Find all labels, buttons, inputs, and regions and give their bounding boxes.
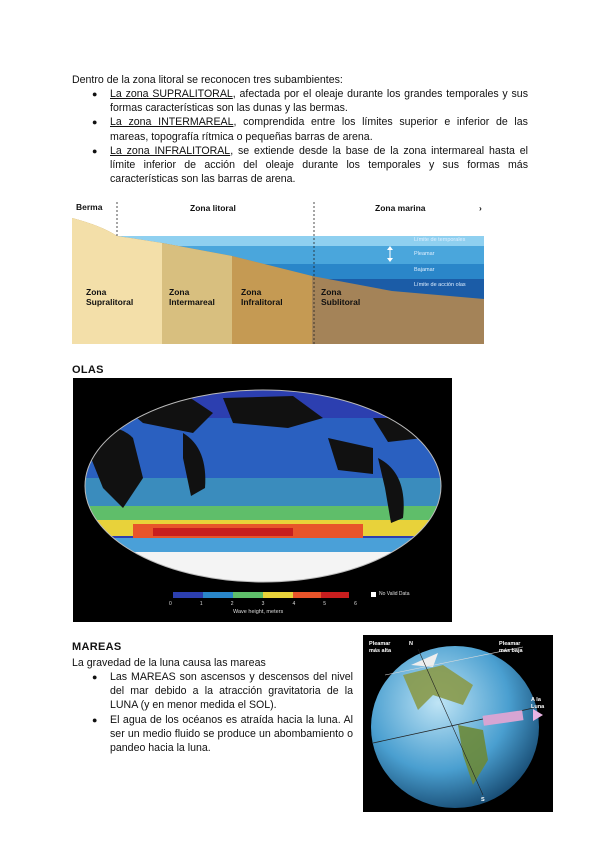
olas-heading: OLAS: [72, 364, 104, 376]
list-item: [90, 144, 528, 187]
intro-text: Dentro de la zona litoral se reconocen tres subambientes:: [72, 74, 343, 86]
legend-tick: 5: [323, 601, 327, 607]
zone-label-intermareal: Zona Intermareal: [169, 287, 215, 307]
south-label: S: [481, 797, 485, 803]
tides-globe: [363, 635, 553, 812]
legend-tick: 4: [292, 601, 296, 607]
mareas-heading: MAREAS: [72, 641, 122, 653]
pleamar-baja-label: Pleamar más baja: [499, 641, 523, 654]
bajamar-label: Bajamar: [414, 267, 435, 273]
limite-temporales-label: Límite de temporales: [414, 237, 466, 243]
zone-desc: , afectada por el oleaje durante los grandes temporales y sus formas características son las dunas y las bermas.: [110, 88, 528, 115]
legend-tick: 3: [261, 601, 265, 607]
limite-accion-label: Límite de acción olas: [414, 282, 466, 288]
no-data-label: No Valid Data: [379, 591, 410, 597]
list-item: ● Las MAREAS son ascensos y descensos del nivel del mar debido a la atracción gravitatoria de la LUNA (y en menor medida el SOL).: [90, 670, 353, 713]
zone-label-sublitoral: Zona Sublitoral: [321, 287, 361, 307]
berma-label: Berma: [76, 202, 103, 212]
mareas-intro: La gravedad de la luna causa las mareas: [72, 657, 266, 669]
zone-name: La zona SUPRALITORAL: [110, 88, 233, 100]
zone-label-infralitoral: Zona Infralitoral: [241, 287, 283, 307]
legend-ticks: [169, 601, 357, 607]
legend-tick: 6: [354, 601, 357, 607]
coastal-zones-diagram: [72, 196, 484, 344]
zone-desc: , comprendida entre los límites superior e inferior de las mareas, topografía rítmica o pequeñas barras de arena.: [110, 116, 528, 143]
map-illustration: [73, 378, 452, 622]
list-item: [90, 87, 528, 115]
legend-tick: 2: [230, 601, 234, 607]
legend-tick: 1: [199, 601, 203, 607]
zone-name: La zona INFRALITORAL: [110, 144, 231, 157]
zona-litoral-label: Zona litoral: [190, 203, 236, 213]
arrow-right-icon: ›: [479, 203, 482, 213]
pleamar-alta-label: Pleamar más alta: [369, 641, 392, 654]
pleamar-label: Pleamar: [414, 251, 435, 257]
a-la-luna-label: A la Luna: [531, 697, 545, 710]
wave-height-map: [73, 378, 452, 622]
zone-label-supralitoral: Zona Supralitoral: [86, 287, 134, 307]
legend-label: Wave height, meters: [233, 609, 284, 615]
mareas-list: [90, 670, 353, 755]
list-item: ● El agua de los océanos es atraída hacia la luna. Al ser un medio fluido se produce un abombamiento o pandeo hacia la luna.: [90, 713, 353, 756]
zona-marina-label: Zona marina: [375, 203, 426, 213]
north-label: N: [409, 641, 413, 647]
globe-illustration: [363, 635, 553, 812]
list-item: [90, 115, 528, 143]
zones-list: [90, 87, 528, 186]
legend-tick: 0: [169, 601, 172, 607]
zone-desc: , se extiende desde la base de la zona intermareal hasta el límite inferior de acción del oleaje durante los temporales y sus formas más características son las barras de arena.: [110, 144, 529, 186]
zone-name: La zona INTERMAREAL: [110, 116, 234, 129]
